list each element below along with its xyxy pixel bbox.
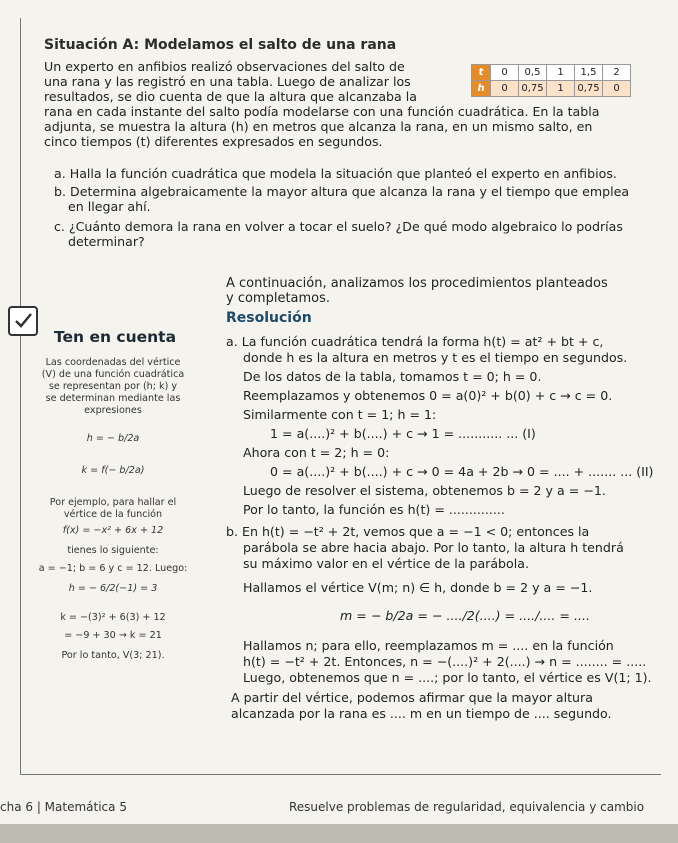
page-footer-right: Resuelve problemas de regularidad, equivalencia y cambio [289, 800, 645, 814]
t-cell: 1 [547, 65, 575, 81]
h-cell: 0,75 [519, 81, 547, 97]
resolution-line: Similarmente con t = 1; h = 1: [243, 407, 437, 422]
resolution-line: donde h es la altura en metros y t es el tiempo en segundos. [243, 350, 628, 365]
h-header-cell: h [472, 81, 491, 97]
question-c-cont: determinar? [68, 234, 145, 249]
jump-data-table [471, 64, 631, 97]
sidebar-line: tienes lo siguiente: [67, 545, 159, 556]
checklist-icon [8, 306, 38, 336]
sidebar-line: k = −(3)² + 6(3) + 12 [60, 612, 166, 623]
resolution-line: h(t) = −t² + 2t. Entonces, n = −(....)² + 2(....) → n = ........ = ..... [243, 654, 647, 669]
resolution-line: De los datos de la tabla, tomamos t = 0; h = 0. [243, 369, 542, 384]
intro-line-5: adjunta, se muestra la altura (h) en metros que alcanza la rana, en un mismo salto, en [44, 119, 593, 134]
sidebar-line: a = −1; b = 6 y c = 12. Luego: [38, 563, 188, 574]
resolution-line: A partir del vértice, podemos afirmar que la mayor altura [231, 690, 593, 705]
table-row [472, 81, 631, 97]
resolution-title: Resolución [226, 310, 312, 326]
sidebar-line: = −9 + 30 → k = 21 [64, 630, 162, 641]
sidebar-example-function: f(x) = −x² + 6x + 12 [62, 525, 164, 536]
sidebar-line: expresiones [84, 405, 142, 416]
equation-one: 1 = a(....)² + b(....) + c → 1 = ........... ... (I) [270, 426, 536, 441]
intro-line-4: rana en cada instante del salto podía modelarse con una función cuadrática. En la tabla [44, 104, 600, 119]
sidebar-line: Por ejemplo, para hallar el [49, 497, 177, 508]
equation-two: 0 = a(....)² + b(....) + c → 0 = 4a + 2b → 0 = .... + ....... ... (II) [270, 464, 654, 479]
sidebar-heading: Ten en cuenta [54, 328, 177, 346]
t-cell: 1,5 [575, 65, 603, 81]
vertex-m-formula: m = − b/2a = − ..../2(....) = ..../.... = .... [340, 608, 590, 623]
question-b-cont: en llegar ahí. [68, 199, 151, 214]
h-cell: 1 [547, 81, 575, 97]
resolution-line: b. En h(t) = −t² + 2t, vemos que a = −1 < 0; entonces la [226, 524, 590, 539]
page-edge-strip [0, 824, 678, 843]
sidebar-line: se representan por (h; k) y [48, 381, 178, 392]
t-cell: 0,5 [519, 65, 547, 81]
analysis-intro-1: A continuación, analizamos los procedimientos planteados [226, 276, 608, 291]
sidebar-formula-h: h = − b/2a [86, 433, 140, 444]
question-a: a. Halla la función cuadrática que modela la situación que planteó el experto en anfibios. [54, 166, 617, 181]
h-cell: 0,75 [575, 81, 603, 97]
intro-line-1: Un experto en anfibios realizó observaciones del salto de [44, 59, 405, 74]
page-title: Situación A: Modelamos el salto de una rana [44, 37, 397, 53]
resolution-line: Ahora con t = 2; h = 0: [243, 445, 390, 460]
intro-line-3: resultados, se dio cuenta de que la altura que alcanzaba la [44, 89, 417, 104]
sidebar-line: (V) de una función cuadrática [41, 369, 185, 380]
resolution-line: alcanzada por la rana es .... m en un tiempo de .... segundo. [231, 706, 612, 721]
h-cell: 0 [491, 81, 519, 97]
resolution-line: su máximo valor en el vértice de la parábola. [243, 556, 529, 571]
resolution-line: Por lo tanto, la función es h(t) = .............. [243, 502, 505, 517]
resolution-line: Luego, obtenemos que n = ....; por lo tanto, el vértice es V(1; 1). [243, 670, 652, 685]
sidebar-line: vértice de la función [63, 509, 163, 520]
sidebar-line: Las coordenadas del vértice [45, 357, 181, 368]
t-cell: 2 [603, 65, 631, 81]
analysis-intro-2: y completamos. [226, 291, 331, 306]
sidebar-line: se determinan mediante las [45, 393, 181, 404]
resolution-line: Luego de resolver el sistema, obtenemos b = 2 y a = −1. [243, 483, 606, 498]
sidebar-formula-k: k = f(− b/2a) [81, 465, 145, 476]
page-footer-left: cha 6 | Matemática 5 [0, 800, 127, 814]
t-header-cell: t [472, 65, 491, 81]
sidebar-line: Por lo tanto, V(3; 21). [61, 650, 165, 661]
resolution-line: Reemplazamos y obtenemos 0 = a(0)² + b(0) + c → c = 0. [243, 388, 613, 403]
t-cell: 0 [491, 65, 519, 81]
sidebar-line: h = − 6/2(−1) = 3 [68, 583, 158, 594]
intro-line-6: cinco tiempos (t) diferentes expresados en segundos. [44, 134, 383, 149]
resolution-line: Hallamos el vértice V(m; n) ∈ h, donde b = 2 y a = −1. [243, 580, 593, 595]
question-c: c. ¿Cuánto demora la rana en volver a tocar el suelo? ¿De qué modo algebraico lo podrías [54, 219, 623, 234]
question-b: b. Determina algebraicamente la mayor altura que alcanza la rana y el tiempo que emplea [54, 184, 630, 199]
resolution-line: Hallamos n; para ello, reemplazamos m = .... en la función [243, 638, 614, 653]
resolution-line: parábola se abre hacia abajo. Por lo tanto, la altura h tendrá [243, 540, 624, 555]
table-row [472, 65, 631, 81]
h-cell: 0 [603, 81, 631, 97]
intro-line-2: una rana y las registró en una tabla. Luego de analizar los [44, 74, 411, 89]
resolution-line: a. La función cuadrática tendrá la forma h(t) = at² + bt + c, [226, 334, 604, 349]
